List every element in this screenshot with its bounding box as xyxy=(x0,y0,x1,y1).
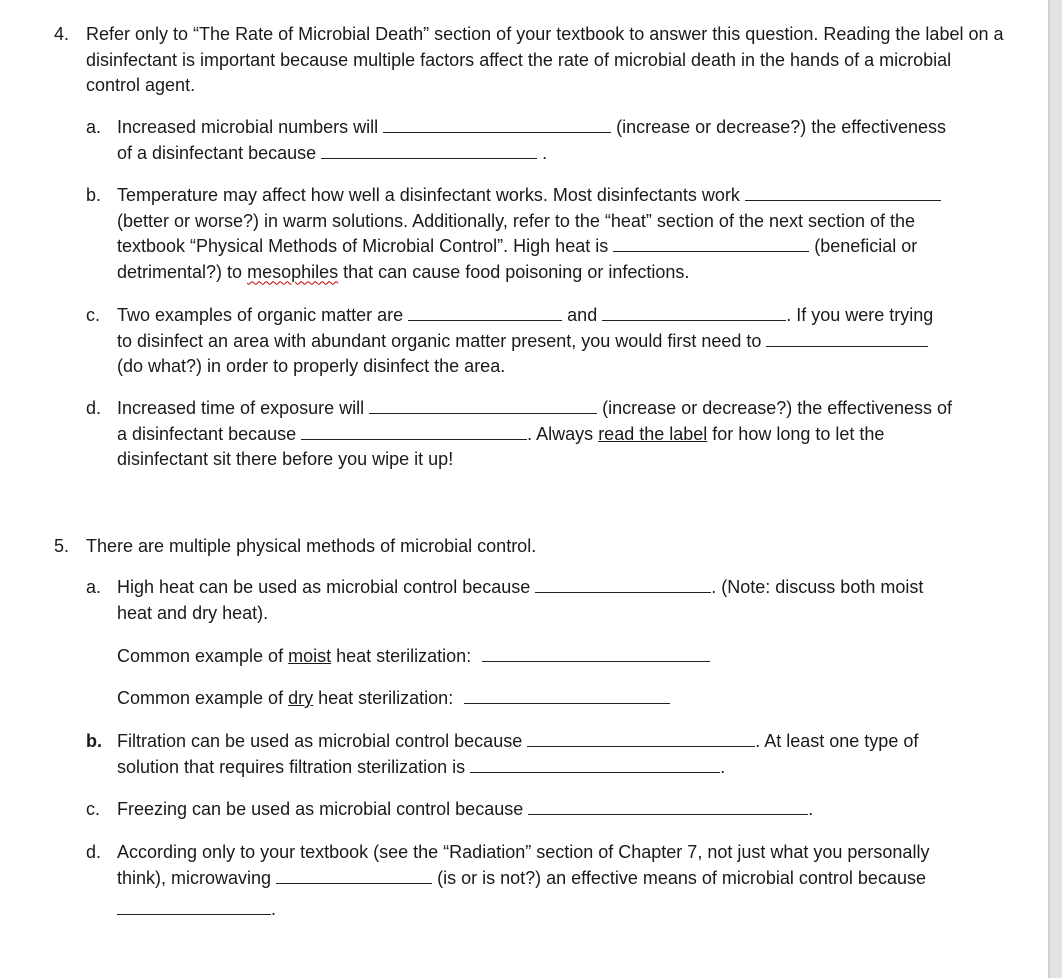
q5c-letter: c. xyxy=(86,799,101,819)
question-5-number: 5. xyxy=(54,536,70,556)
q4b-letter: b. xyxy=(86,185,102,205)
q5b-letter: b. xyxy=(86,731,102,751)
q5d-blank-1[interactable] xyxy=(276,866,432,884)
q4d-blank-2[interactable] xyxy=(301,422,527,440)
moist-underlined: moist xyxy=(288,646,332,666)
read-the-label-underlined: read the label xyxy=(598,423,708,444)
q5d-letter: d. xyxy=(86,842,102,862)
q4a-blank-2[interactable] xyxy=(321,141,537,159)
q4a-blank-1[interactable] xyxy=(383,115,611,133)
q4d-blank-1[interactable] xyxy=(369,396,597,414)
q4b-text: Temperature may affect how well a disinfectant works. Most disinfectants work (better or worse?) in warm solutions. Additionally, refer to the “heat” section of the next section of the textbook “Physical Methods of Microbial Control”. High heat is (beneficial or detrimental?) to mesophiles that can cause food poisoning or infections. xyxy=(117,183,997,285)
q4c-blank-2[interactable] xyxy=(602,303,786,321)
q4d-letter: d. xyxy=(86,398,102,418)
q5d-text: According only to your textbook (see the “Radiation” section of Chapter 7, not just what you personally think), microwaving (is or is not?) an effective means of microbial control because . xyxy=(117,842,930,919)
q4c-letter: c. xyxy=(86,305,101,325)
q5a-moist-blank[interactable] xyxy=(482,644,710,662)
q4d-text: Increased time of exposure will (increase or decrease?) the effectiveness of a disinfectant because . Always read the label for how long to let the disinfectant sit there before you wipe it up! xyxy=(117,398,953,469)
question-4-intro: Refer only to “The Rate of Microbial Death” section of your textbook to answer this question. Reading the label on a disinfectant is important because multiple factors affect the rate of microbial death in the hands of a microbial control agent. xyxy=(86,24,1004,95)
q5a-moist-line: Common example of moist heat sterilization: xyxy=(117,644,997,670)
q4c-blank-3[interactable] xyxy=(766,329,928,347)
q5a-dry-line: Common example of dry heat sterilization: xyxy=(117,686,997,712)
q5a-blank-1[interactable] xyxy=(535,575,711,593)
q5b-blank-2[interactable] xyxy=(470,755,720,773)
q4a-letter: a. xyxy=(86,117,102,137)
q5a-dry-blank[interactable] xyxy=(464,686,670,704)
page-edge-shadow xyxy=(1048,0,1062,978)
q5a-text: High heat can be used as microbial control because . (Note: discuss both moist heat and dry heat). xyxy=(117,577,924,623)
question-4-number: 4. xyxy=(54,24,70,44)
dry-underlined: dry xyxy=(288,688,314,708)
question-5-intro: There are multiple physical methods of microbial control. xyxy=(86,536,537,556)
q4b-blank-2[interactable] xyxy=(613,234,809,252)
mesophiles-spellcheck-word: mesophiles xyxy=(247,261,339,282)
q5b-text: Filtration can be used as microbial control because . At least one type of solution that requires filtration sterilization is . xyxy=(117,731,919,777)
q5d-blank-2[interactable] xyxy=(117,897,271,915)
q4c-text: Two examples of organic matter are and . If you were trying to disinfect an area with abundant organic matter present, you would first need to (do what?) in order to properly disinfect the area. xyxy=(117,305,934,376)
q5a-letter: a. xyxy=(86,577,102,597)
q5b-blank-1[interactable] xyxy=(527,729,755,747)
q5c-blank-1[interactable] xyxy=(528,797,808,815)
q5c-text: Freezing can be used as microbial control because . xyxy=(117,799,814,819)
q4a-text: Increased microbial numbers will (increase or decrease?) the effectiveness of a disinfectant because . xyxy=(117,117,946,163)
q4c-blank-1[interactable] xyxy=(408,303,562,321)
q4b-blank-1[interactable] xyxy=(745,183,941,201)
